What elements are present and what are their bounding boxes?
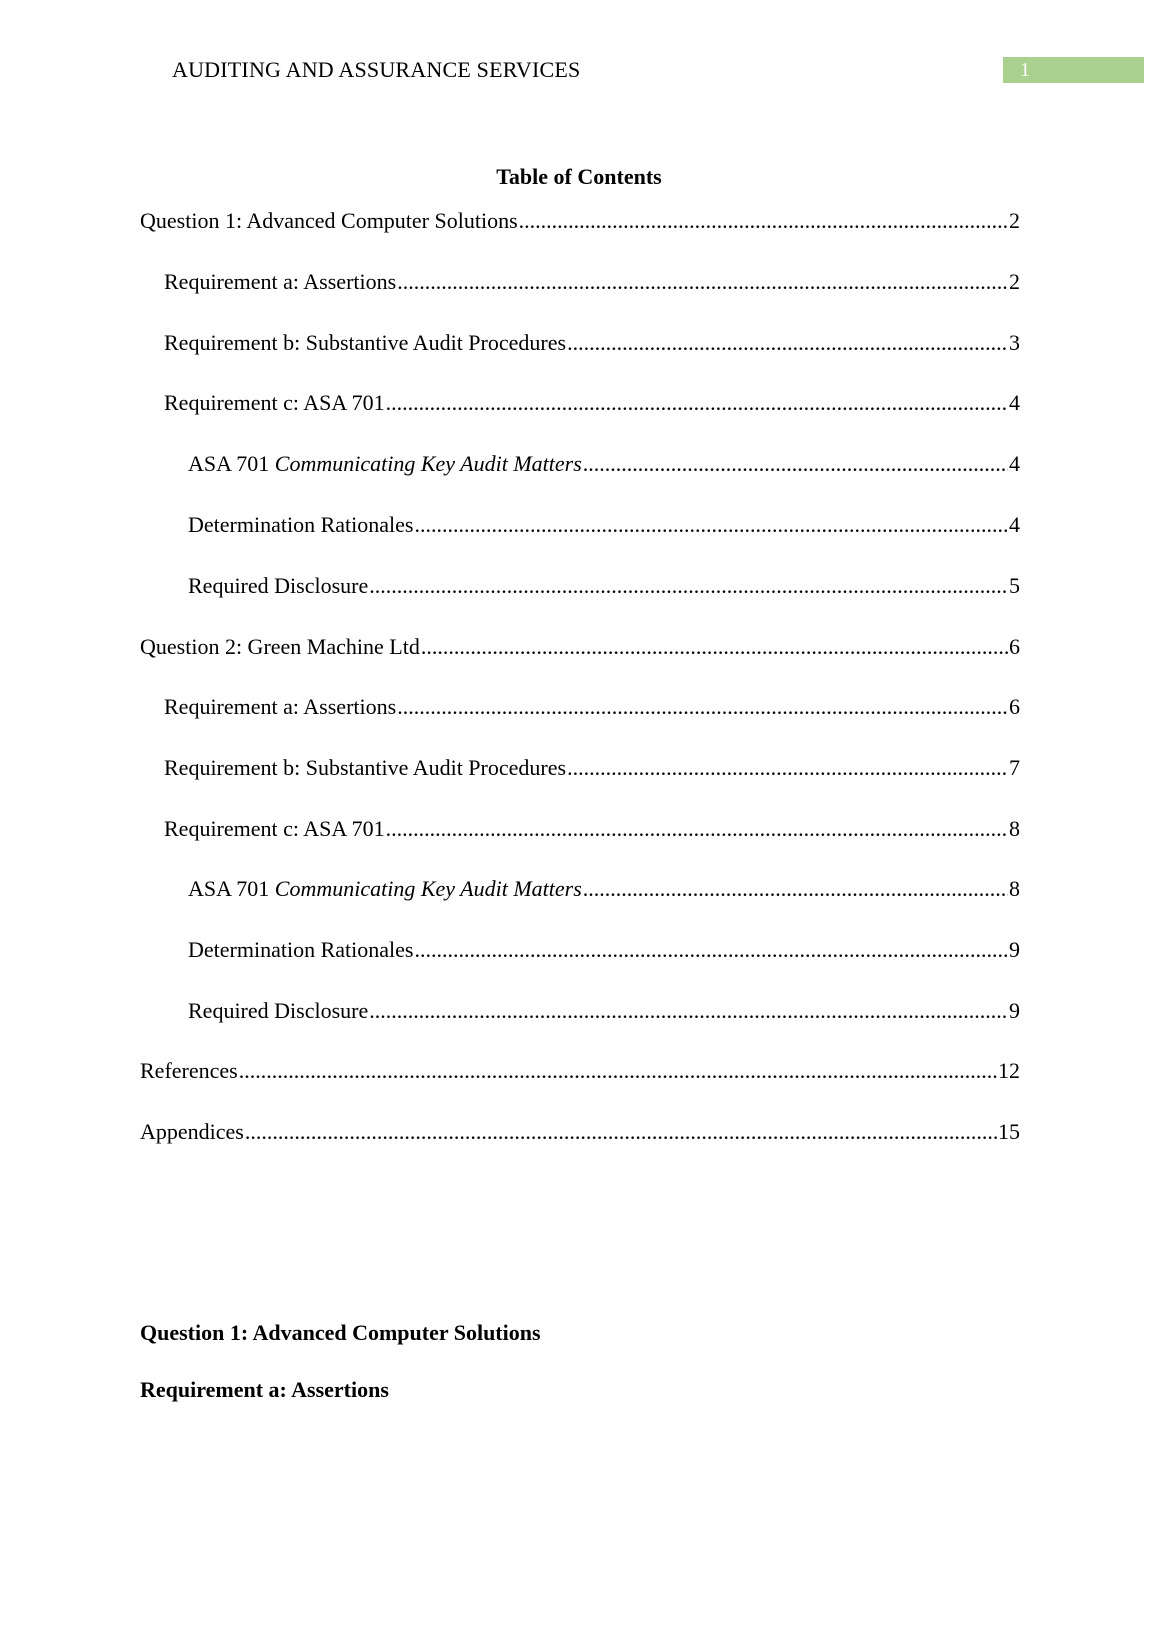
toc-dot-leader	[414, 511, 1008, 539]
toc-page-number: 12	[998, 1058, 1020, 1083]
toc-dot-leader	[397, 693, 1008, 721]
toc-entry-label	[188, 875, 582, 903]
toc-entry-q2-determination-rationales[interactable]	[188, 936, 1020, 964]
toc-dot-leader	[369, 572, 1008, 600]
toc-entry-label: Appendices	[140, 1119, 244, 1144]
toc-entry-q2-required-disclosure[interactable]	[188, 997, 1020, 1025]
page-number-badge	[1003, 57, 1144, 83]
toc-dot-leader	[567, 754, 1008, 782]
toc-dot-leader	[245, 1118, 997, 1146]
toc-entry-appendices[interactable]	[140, 1118, 1020, 1146]
toc-page-number: 3	[1009, 330, 1020, 355]
toc-page-number: 8	[1009, 876, 1020, 901]
toc-dot-leader	[583, 450, 1008, 478]
toc-dot-leader	[421, 633, 1008, 661]
toc-entry-label: Required Disclosure	[188, 998, 369, 1023]
toc-entry-question-2[interactable]	[140, 633, 1020, 661]
toc-page-number: 6	[1009, 634, 1020, 659]
toc-entry-label-prefix: ASA 701	[188, 451, 275, 476]
toc-dot-leader	[386, 389, 1008, 417]
toc-entry-q1-requirement-c[interactable]	[164, 389, 1020, 417]
toc-page-number: 4	[1009, 451, 1020, 476]
toc-entry-label: Determination Rationales	[188, 512, 414, 537]
toc-page-number: 8	[1009, 816, 1020, 841]
toc-entry-label-italic: Communicating Key Audit Matters	[274, 451, 582, 476]
toc-entry-label: Question 2: Green Machine Ltd	[140, 634, 420, 659]
toc-dot-leader	[369, 997, 1008, 1025]
toc-dot-leader	[519, 207, 1008, 235]
toc-entry-q2-requirement-c[interactable]	[164, 815, 1020, 843]
toc-dot-leader	[583, 875, 1008, 903]
toc-entry-label: References	[140, 1058, 238, 1083]
toc-entry-label: Requirement b: Substantive Audit Procedures	[164, 330, 567, 355]
running-header-title: AUDITING AND ASSURANCE SERVICES	[172, 57, 581, 82]
toc-entry-question-1[interactable]	[140, 207, 1020, 235]
toc-entry-label: Requirement a: Assertions	[164, 269, 397, 294]
toc-entry-q1-determination-rationales[interactable]	[188, 511, 1020, 539]
toc-page-number: 9	[1009, 937, 1020, 962]
toc-page-number: 7	[1009, 755, 1020, 780]
toc-page-number: 9	[1009, 998, 1020, 1023]
toc-entry-label-italic: Communicating Key Audit Matters	[274, 876, 582, 901]
toc-entry-q1-asa-701-kam[interactable]	[188, 450, 1020, 478]
toc-dot-leader	[239, 1057, 997, 1085]
toc-page-number: 4	[1009, 390, 1020, 415]
toc-title: Table of Contents	[496, 164, 662, 189]
toc-entry-label: Determination Rationales	[188, 937, 414, 962]
toc-entry-q1-requirement-a[interactable]	[164, 268, 1020, 296]
toc-entry-q2-requirement-a[interactable]	[164, 693, 1020, 721]
page-number: 1	[1020, 59, 1030, 81]
toc-dot-leader	[397, 268, 1008, 296]
section-heading-question-1: Question 1: Advanced Computer Solutions	[140, 1320, 541, 1345]
toc-page-number: 4	[1009, 512, 1020, 537]
toc-page-number: 6	[1009, 694, 1020, 719]
toc-entry-label: Requirement c: ASA 701	[164, 390, 385, 415]
toc-entry-label: Requirement b: Substantive Audit Procedures	[164, 755, 567, 780]
toc-entry-q1-requirement-b[interactable]	[164, 329, 1020, 357]
toc-page-number: 2	[1009, 269, 1020, 294]
toc-entry-label: Question 1: Advanced Computer Solutions	[140, 208, 518, 233]
toc-entry-q1-required-disclosure[interactable]	[188, 572, 1020, 600]
toc-page-number: 15	[998, 1119, 1020, 1144]
toc-entry-q2-asa-701-kam[interactable]	[188, 875, 1020, 903]
toc-page-number: 2	[1009, 208, 1020, 233]
toc-entry-label-prefix: ASA 701	[188, 876, 275, 901]
toc-entry-references[interactable]	[140, 1057, 1020, 1085]
toc-entry-q2-requirement-b[interactable]	[164, 754, 1020, 782]
toc-dot-leader	[386, 815, 1008, 843]
toc-dot-leader	[567, 329, 1008, 357]
toc-entry-label: Requirement c: ASA 701	[164, 816, 385, 841]
toc-entry-label: Requirement a: Assertions	[164, 694, 397, 719]
toc-dot-leader	[414, 936, 1008, 964]
toc-page-number: 5	[1009, 573, 1020, 598]
toc-entry-label	[188, 450, 582, 478]
toc-entry-label: Required Disclosure	[188, 573, 369, 598]
section-heading-requirement-a: Requirement a: Assertions	[140, 1377, 389, 1402]
